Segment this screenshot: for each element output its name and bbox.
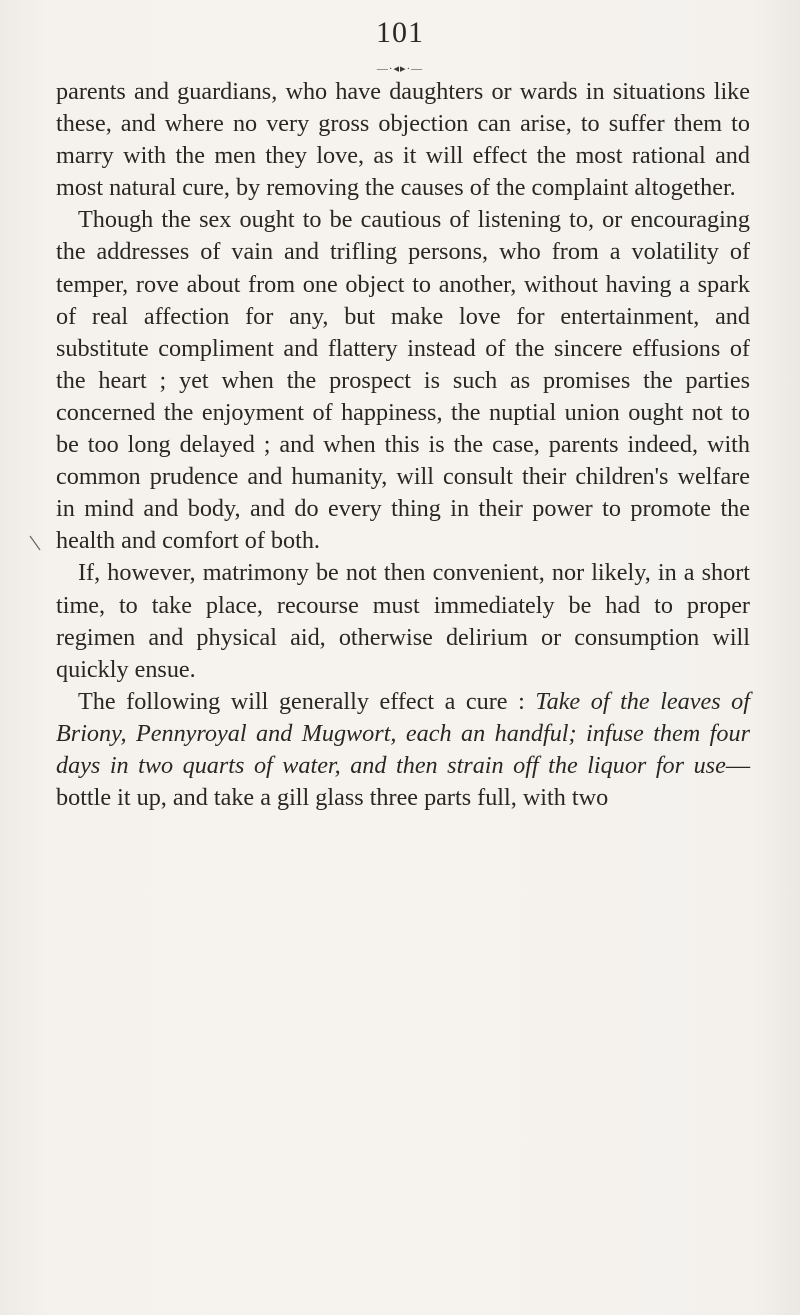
recipe-italic-instructions: Take of the leaves of Briony, Pennyroyal and Mugwort, each an handful; infuse them four days in two quarts of water, and then strain off the liquor for use (56, 687, 750, 779)
recipe-lead: The following will generally effect a cure : (78, 687, 536, 715)
paragraph-recipe (56, 686, 750, 814)
paragraph-matrimony: If, however, matrimony be not then convenient, nor likely, in a short time, to take place, recourse must immediately be had to proper regimen and physical aid, otherwise delirium or consumption will quickly ensue. (56, 559, 750, 683)
body-text (56, 76, 750, 814)
paragraph-continuation: parents and guardians, who have daughters or wards in situations like these, and where no very gross objection can arise, to suffer them to marry with the men they love, as it will effect the most rational and most natural cure, by removing the causes of the complaint altogether. (56, 78, 750, 202)
paragraph-courtship: Though the sex ought to be cautious of listening to, or encouraging the addresses of vain and trifling persons, who from a volatility of temper, rove about from one object to another, without having a spark of real affection for any, but make love for entertainment, and substitute compliment and flattery instead of the sincere effusions of the heart ; yet when the prospect is such as promises the parties concerned the enjoyment of happiness, the nuptial union ought not to be too long delayed ; and when this is the case, parents indeed, with common prudence and humanity, will consult their children's welfare in mind and body, and do every thing in their power to promote the health and comfort of both. (56, 206, 750, 555)
recipe-tail: —bottle it up, and take a gill glass three parts full, with two (56, 751, 750, 812)
margin-tick-mark (28, 534, 42, 554)
header-ornament: —·◂▸·— (376, 63, 424, 75)
page-number: 101 (376, 16, 424, 49)
